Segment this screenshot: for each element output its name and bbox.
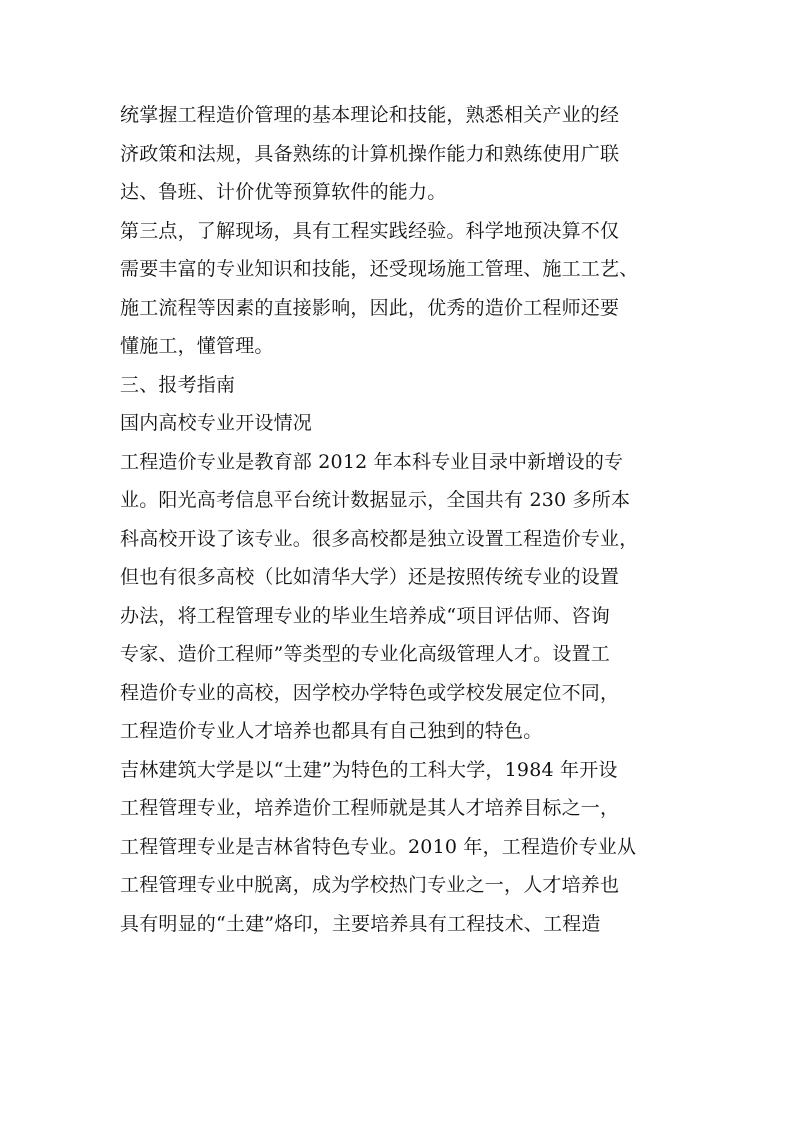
text-line: 济政策和法规，具备熟练的计算机操作能力和熟练使用广联 [120,142,620,165]
text-line: 工程管理专业，培养造价工程师就是其人才培养目标之一， [120,797,620,819]
text-line: 施工流程等因素的直接影响，因此，优秀的造价工程师还要 [120,296,620,319]
document-body [120,96,680,943]
text-line: 专家、造价工程师”等类型的专业化高级管理人才。设置工 [120,643,610,665]
text-line: 第三点，了解现场，具有工程实践经验。科学地预决算不仅 [120,219,620,242]
text-line: 懂施工，懂管理。 [120,335,274,357]
text-line: 具有明显的“土建”烙印，主要培养具有工程技术、工程造 [120,912,601,935]
text-line: 工程造价专业人才培养也都具有自己独到的特色。 [120,720,543,742]
text-line: 程造价专业的高校，因学校办学特色或学校发展定位不同， [120,681,620,704]
text-line: 办法，将工程管理专业的毕业生培养成“项目评估师、咨询 [120,604,610,627]
section-heading: 三、报考指南 [120,373,236,396]
text-line: 业。阳光高考信息平台统计数据显示，全国共有 230 多所本 [120,489,631,511]
text-line: 但也有很多高校（比如清华大学）还是按照传统专业的设置 [120,566,620,588]
text-line: 需要丰富的专业知识和技能，还受现场施工管理、施工工艺、 [120,258,639,280]
text-line: 统掌握工程造价管理的基本理论和技能，熟悉相关产业的经 [120,104,620,126]
text-line: 工程造价专业是教育部 2012 年本科专业目录中新增设的专 [120,450,624,473]
subsection-heading: 国内高校专业开设情况 [120,412,313,434]
text-line: 吉林建筑大学是以“土建”为特色的工科大学，1984 年开设 [120,758,618,781]
text-line: 科高校开设了该专业。很多高校都是独立设置工程造价专业， [120,527,639,550]
text-line: 工程管理专业中脱离，成为学校热门专业之一，人才培养也 [120,874,620,896]
text-line: 达、鲁班、计价优等预算软件的能力。 [120,181,447,203]
text-line: 工程管理专业是吉林省特色专业。2010 年，工程造价专业从 [120,835,637,858]
